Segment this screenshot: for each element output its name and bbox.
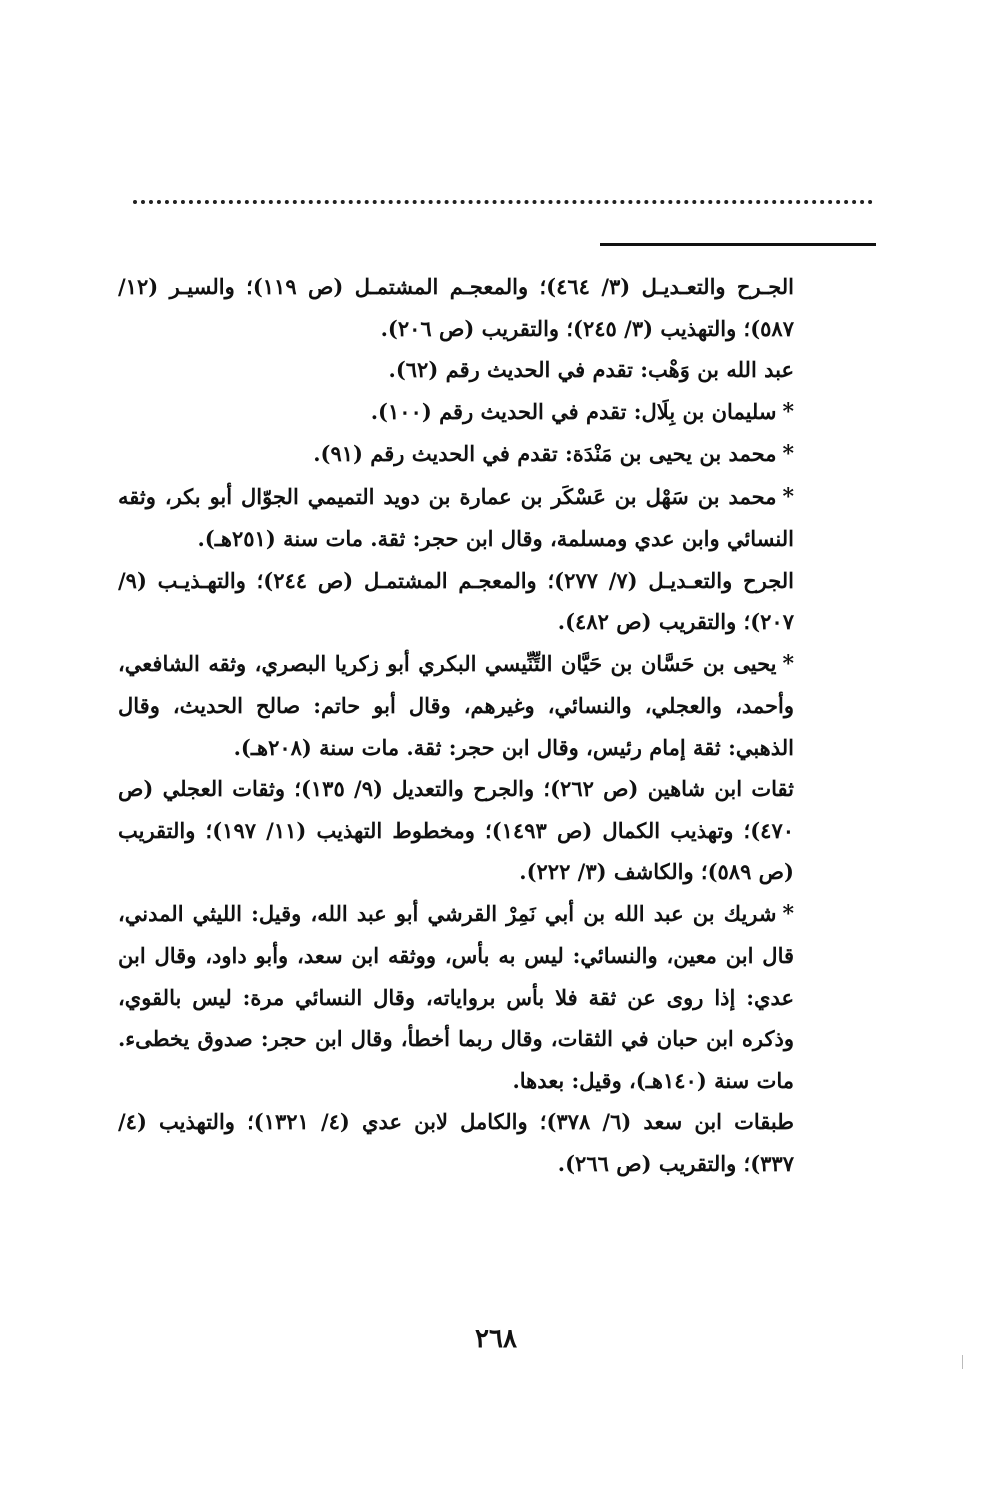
footnote-rule	[600, 243, 876, 246]
reference-paragraph-2	[118, 560, 794, 643]
reference-paragraph-4	[118, 1101, 794, 1184]
star-marker: *	[782, 650, 794, 677]
star-marker: *	[782, 483, 794, 510]
bio-muhammad-ibn-sahl	[118, 476, 794, 560]
reference-text: الجرح والتعـديـل (٧/ ٢٧٧)؛ والمعجـم المشتمـل (ص ٢٤٤)؛ والتهـذيـب (٩/ ٢٠٧)؛ والتقريب (ص ٤٨٢).	[118, 567, 794, 634]
reference-text: الجـرح والتعـديـل (٣/ ٤٦٤)؛ والمعجـم المشتمـل (ص ١١٩)؛ والسيـر (١٢/ ٥٨٧)؛ والتهذيب (٣/ ٢٤٥)؛ والتقريب (ص ٢٠٦).	[118, 274, 795, 341]
reference-text: ثقات ابن شاهين (ص ٢٦٢)؛ والجرح والتعديل (٩/ ١٣٥)؛ وثقات العجلي (ص ٤٧٠)؛ وتهذيب الكمال (ص ١٤٩٣)؛ ومخطوط التهذيب (١١/ ١٩٧)؛ والتقريب (ص ٥٨٩)؛ والكاشف (٣/ ٢٢٢).	[118, 776, 795, 884]
bio-sharik-ibn-abdullah	[118, 893, 794, 1102]
narrator-text: عبد الله بن وَهْب: تقدم في الحديث رقم (٦٢).	[388, 357, 794, 382]
reference-text: طبقات ابن سعد (٦/ ٣٧٨)؛ والكامل لابن عدي (٤/ ١٣٢١)؛ والتهذيب (٤/ ٣٣٧)؛ والتقريب (ص ٢٦٦).	[118, 1109, 794, 1176]
bio-text: محمد بن سَهْل بن عَسْكَر بن عمارة بن دويد التميمي الجوّال أبو بكر، وثقه النسائي وابن عدي ومسلمة، وقال ابن حجر: ثقة. مات سنة (٢٥١هـ).	[118, 483, 794, 551]
narrator-note-abdullah-ibn-wahb	[118, 349, 794, 391]
bio-text: شريك بن عبد الله بن أبي نَمِرْ القرشي أبو عبد الله، وقيل: الليثي المدني، قال ابن معين، والنسائي: ليس به بأس، ووثقه ابن سعد، وأبو داود، وقال ابن عدي: إذا روى عن ثقة فلا بأس برواياته، وقال النسائي مرة: ليس بالقوي، وذكره ابن حبان في الثقات، وقال ربما أخطأ، وقال ابن حجر: صدوق يخطىء. مات سنة (١٤٠هـ)، وقيل: بعدها.	[118, 900, 794, 1093]
bio-text: يحيى بن حَسَّان بن حَيَّان التِّنِّيسي البكري أبو زكريا البصري، وثقه الشافعي، وأحمد، والعجلي، والنسائي، وغيرهم، وقال أبو حاتم: صالح الحديث، وقال الذهبي: ثقة إمام رئيس، وقال ابن حجر: ثقة. مات سنة (٢٠٨هـ).	[118, 650, 794, 760]
footnote-text-block	[118, 266, 794, 1184]
bio-text: سليمان بن بِلَال: تقدم في الحديث رقم (١٠٠).	[370, 398, 777, 424]
reference-paragraph-3	[118, 768, 794, 893]
bio-muhammad-ibn-yahya	[118, 433, 794, 476]
bio-yahya-ibn-hassan	[118, 643, 794, 769]
scan-edge-mark	[962, 1355, 963, 1369]
page-number: ٢٦٨	[475, 1324, 517, 1354]
star-marker: *	[782, 441, 794, 467]
star-marker: *	[782, 398, 794, 425]
bio-text: محمد بن يحيى بن مَنْدَة: تقدم في الحديث رقم (٩١).	[313, 441, 777, 466]
star-marker: *	[782, 900, 794, 927]
reference-paragraph-1	[118, 266, 794, 349]
bio-sulayman-ibn-bilal	[118, 391, 794, 434]
dotted-separator	[133, 200, 873, 204]
